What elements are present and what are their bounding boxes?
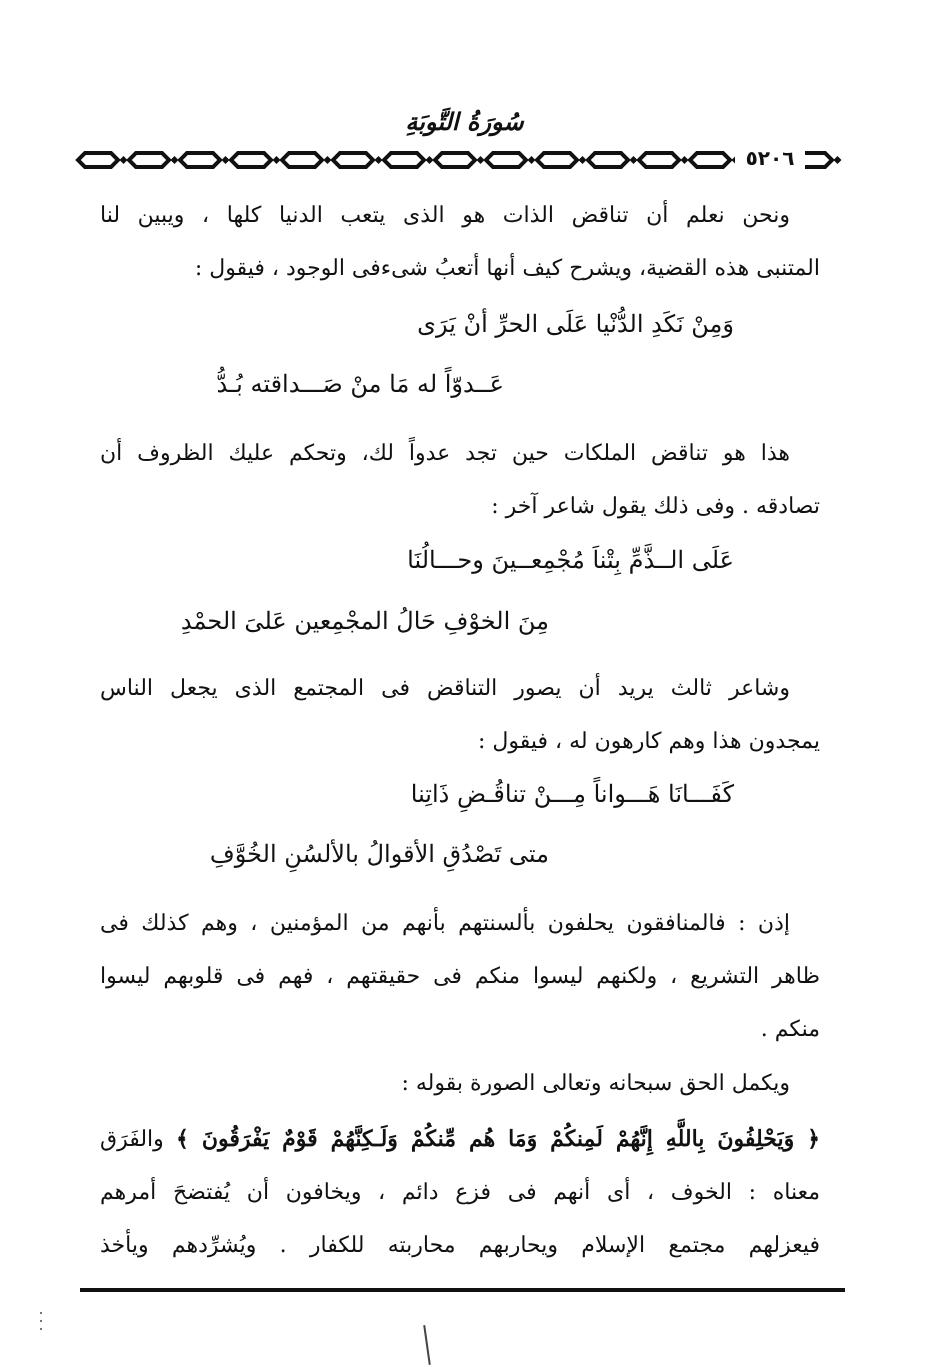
text-line: هذا هو تناقض الملكات حين تجد عدواً لك، وتحكم عليك الظروف أن	[100, 441, 791, 466]
decorative-chain-border	[74, 145, 844, 175]
text-line: تصادقه . وفى ذلك يقول شاعر آخر :	[491, 494, 820, 519]
text-line	[100, 1113, 820, 1166]
poem-verse-first-hemistich: عَلَى الــذَّمِّ بِتْناَ مُجْمِعــينَ وحـــالُنَا	[407, 546, 734, 574]
text-line: يمجدون هذا وهم كارهون له ، فيقول :	[477, 729, 820, 754]
paragraph-4	[100, 897, 820, 1056]
paragraph-2	[100, 427, 820, 533]
page-number: ٥٢٠٦	[735, 146, 805, 170]
quran-verse: ﴿ وَيَحْلِفُونَ بِاللَّهِ إِنَّهُمْ لَمِنكُمْ وَمَا هُم مِّنكُمْ وَلَـكِنَّهُمْ قَوْمٌ يَفْرَقُونَ ﴾	[176, 1126, 821, 1152]
poem-verse-second-hemistich: متى تَصْدُقِ الأقوالُ بالألسُنِ الخُوَّفِ	[209, 840, 549, 868]
text-line: إذن : فالمنافقون يحلفون بألسنتهم بأنهم من المؤمنين ، وهم كذلك فى	[100, 911, 790, 936]
poem-verse-second-hemistich: مِنَ الخوْفِ حَالُ المجْمِعين عَلىَ الحمْدِ	[180, 607, 549, 635]
paragraph-5	[100, 1057, 820, 1110]
poem-verse-second-hemistich: عَــدوّاً له مَا منْ صَـــداقته بُـدُّ	[216, 370, 504, 398]
text-line: ظاهر التشريع ، ولكنهم ليسوا منكم فى حقيقتهم ، فهم فى قلوبهم ليسوا	[100, 964, 820, 989]
text-line: منكم .	[760, 1017, 820, 1042]
scan-mark	[423, 1325, 431, 1365]
bottom-rule	[80, 1288, 845, 1292]
poem-verse-first-hemistich: كَفَـــانَا هَـــواناً مِـــنْ تناقُـضِ ذَاتِنا	[410, 780, 734, 808]
poem-verse-first-hemistich: وَمِنْ نَكَدِ الدُّنْيا عَلَى الحرِّ أنْ يَرَى	[417, 310, 734, 338]
scan-dot	[40, 1328, 42, 1330]
text-line: المتنبى هذه القضية، ويشرح كيف أنها أتعبُ شىءفى الوجود ، فيقول :	[194, 256, 820, 281]
text-line: ونحن نعلم أن تناقض الذات هو الذى يتعب الدنيا كلها ، ويبين لنا	[100, 203, 790, 228]
text-line: ويكمل الحق سبحانه وتعالى الصورة بقوله :	[401, 1071, 790, 1096]
scan-dot	[40, 1320, 42, 1322]
paragraph-6	[100, 1113, 820, 1272]
scan-dot	[40, 1312, 42, 1314]
text-line: وشاعر ثالث يريد أن يصور التناقض فى المجتمع الذى يجعل الناس	[100, 676, 790, 701]
surah-title: سُورَةُ التَّوبَةِ	[405, 108, 524, 136]
text-line: فيعزلهم مجتمع الإسلام ويحاربهم محاربته للكفار . ويُشرِّدهم ويأخذ	[100, 1233, 820, 1258]
quran-followup-word: والفَرَق	[100, 1127, 164, 1152]
paragraph-1	[100, 189, 820, 295]
paragraph-3	[100, 662, 820, 768]
text-line: معناه : الخوف ، أى أنهم فى فزع دائم ، ويخافون أن يُفتضحَ أمرهم	[100, 1180, 820, 1205]
